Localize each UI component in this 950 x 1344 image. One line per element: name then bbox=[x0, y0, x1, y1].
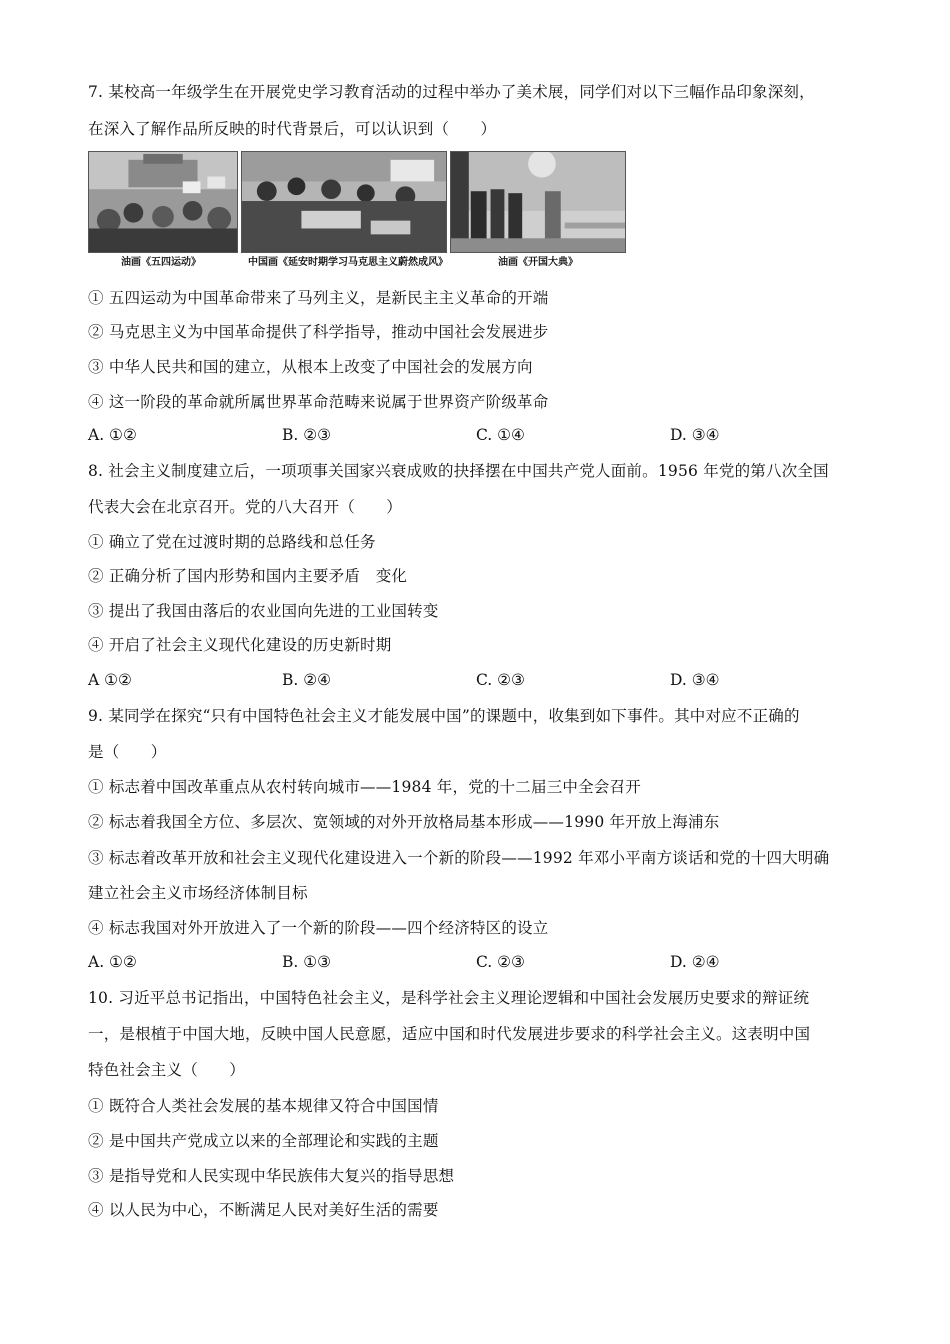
q8-option-d[interactable]: D. ③④ bbox=[670, 671, 720, 689]
q7-options bbox=[88, 425, 868, 445]
q10-item-2: ② 是中国共产党成立以来的全部理论和实践的主题 bbox=[88, 1132, 439, 1150]
q7-stem-line-2: 在深入了解作品所反映的时代背景后，可以认识到（ ） bbox=[88, 120, 497, 138]
q9-stem-line-1: 9. 某同学在探究“只有中国特色社会主义才能发展中国”的课题中，收集到如下事件。其中对应不正确的 bbox=[88, 707, 800, 725]
painting-yan-an-image bbox=[241, 151, 447, 253]
q8-item-3: ③ 提出了我国由落后的农业国向先进的工业国转变 bbox=[88, 602, 439, 620]
painting-founding-ceremony-image bbox=[450, 151, 626, 253]
q9-option-d[interactable]: D. ②④ bbox=[670, 953, 720, 971]
q7-item-1: ① 五四运动为中国革命带来了马列主义，是新民主主义革命的开端 bbox=[88, 289, 549, 307]
q10-item-1: ① 既符合人类社会发展的基本规律又符合中国国情 bbox=[88, 1097, 439, 1115]
caption-may-fourth: 油画《五四运动》 bbox=[121, 257, 201, 268]
q7-option-b[interactable]: B. ②③ bbox=[282, 426, 332, 444]
q9-option-c[interactable]: C. ②③ bbox=[476, 953, 525, 971]
q8-stem-line-2: 代表大会在北京召开。党的八大召开（ ） bbox=[88, 498, 403, 516]
q9-item-1: ① 标志着中国改革重点从农村转向城市——1984 年，党的十二届三中全会召开 bbox=[88, 778, 641, 796]
q10-stem-line-3: 特色社会主义（ ） bbox=[88, 1061, 246, 1079]
q8-item-1: ① 确立了党在过渡时期的总路线和总任务 bbox=[88, 533, 376, 551]
q7-option-c[interactable]: C. ①④ bbox=[476, 426, 525, 444]
q10-stem-line-2: 一，是根植于中国大地，反映中国人民意愿，适应中国和时代发展进步要求的科学社会主义。这表明中国 bbox=[88, 1025, 811, 1043]
q9-item-3-cont: 建立社会主义市场经济体制目标 bbox=[88, 884, 308, 902]
q8-option-a[interactable]: A ①② bbox=[88, 671, 132, 689]
q9-item-2: ② 标志着我国全方位、多层次、宽领域的对外开放格局基本形成——1990 年开放上海浦东 bbox=[88, 813, 720, 831]
q9-option-a[interactable]: A. ①② bbox=[88, 953, 137, 971]
q9-options bbox=[88, 952, 868, 972]
q7-artwork-figure bbox=[88, 151, 628, 273]
painting-may-fourth-image bbox=[88, 151, 238, 253]
q7-option-d[interactable]: D. ③④ bbox=[670, 426, 720, 444]
q8-stem-line-1: 8. 社会主义制度建立后，一项项事关国家兴衰成败的抉择摆在中国共产党人面前。1956 年党的第八次全国 bbox=[88, 462, 829, 480]
q8-option-b[interactable]: B. ②④ bbox=[282, 671, 332, 689]
q7-option-a[interactable]: A. ①② bbox=[88, 426, 137, 444]
q8-option-c[interactable]: C. ②③ bbox=[476, 671, 525, 689]
q9-stem-line-2: 是（ ） bbox=[88, 743, 167, 761]
q10-item-4: ④ 以人民为中心，不断满足人民对美好生活的需要 bbox=[88, 1201, 439, 1219]
q9-item-4: ④ 标志我国对外开放进入了一个新的阶段——四个经济特区的设立 bbox=[88, 919, 549, 937]
q8-item-4: ④ 开启了社会主义现代化建设的历史新时期 bbox=[88, 636, 392, 654]
q10-item-3: ③ 是指导党和人民实现中华民族伟大复兴的指导思想 bbox=[88, 1167, 455, 1185]
q9-option-b[interactable]: B. ①③ bbox=[282, 953, 332, 971]
caption-yan-an: 中国画《延安时期学习马克思主义蔚然成风》 bbox=[248, 257, 448, 268]
caption-founding-ceremony: 油画《开国大典》 bbox=[498, 257, 578, 268]
q8-item-2: ② 正确分析了国内形势和国内主要矛盾 变化 bbox=[88, 567, 408, 585]
q7-stem-line-1: 7. 某校高一年级学生在开展党史学习教育活动的过程中举办了美术展，同学们对以下三幅作品印象深刻， bbox=[88, 83, 815, 101]
q9-item-3: ③ 标志着改革开放和社会主义现代化建设进入一个新的阶段——1992 年邓小平南方谈话和党的十四大明确 bbox=[88, 849, 830, 867]
q7-item-4: ④ 这一阶段的革命就所属世界革命范畴来说属于世界资产阶级革命 bbox=[88, 393, 549, 411]
q8-options bbox=[88, 670, 868, 690]
q7-item-2: ② 马克思主义为中国革命提供了科学指导，推动中国社会发展进步 bbox=[88, 323, 549, 341]
q10-stem-line-1: 10. 习近平总书记指出，中国特色社会主义，是科学社会主义理论逻辑和中国社会发展历史要求的辩证统 bbox=[88, 989, 810, 1007]
q7-item-3: ③ 中华人民共和国的建立，从根本上改变了中国社会的发展方向 bbox=[88, 358, 533, 376]
